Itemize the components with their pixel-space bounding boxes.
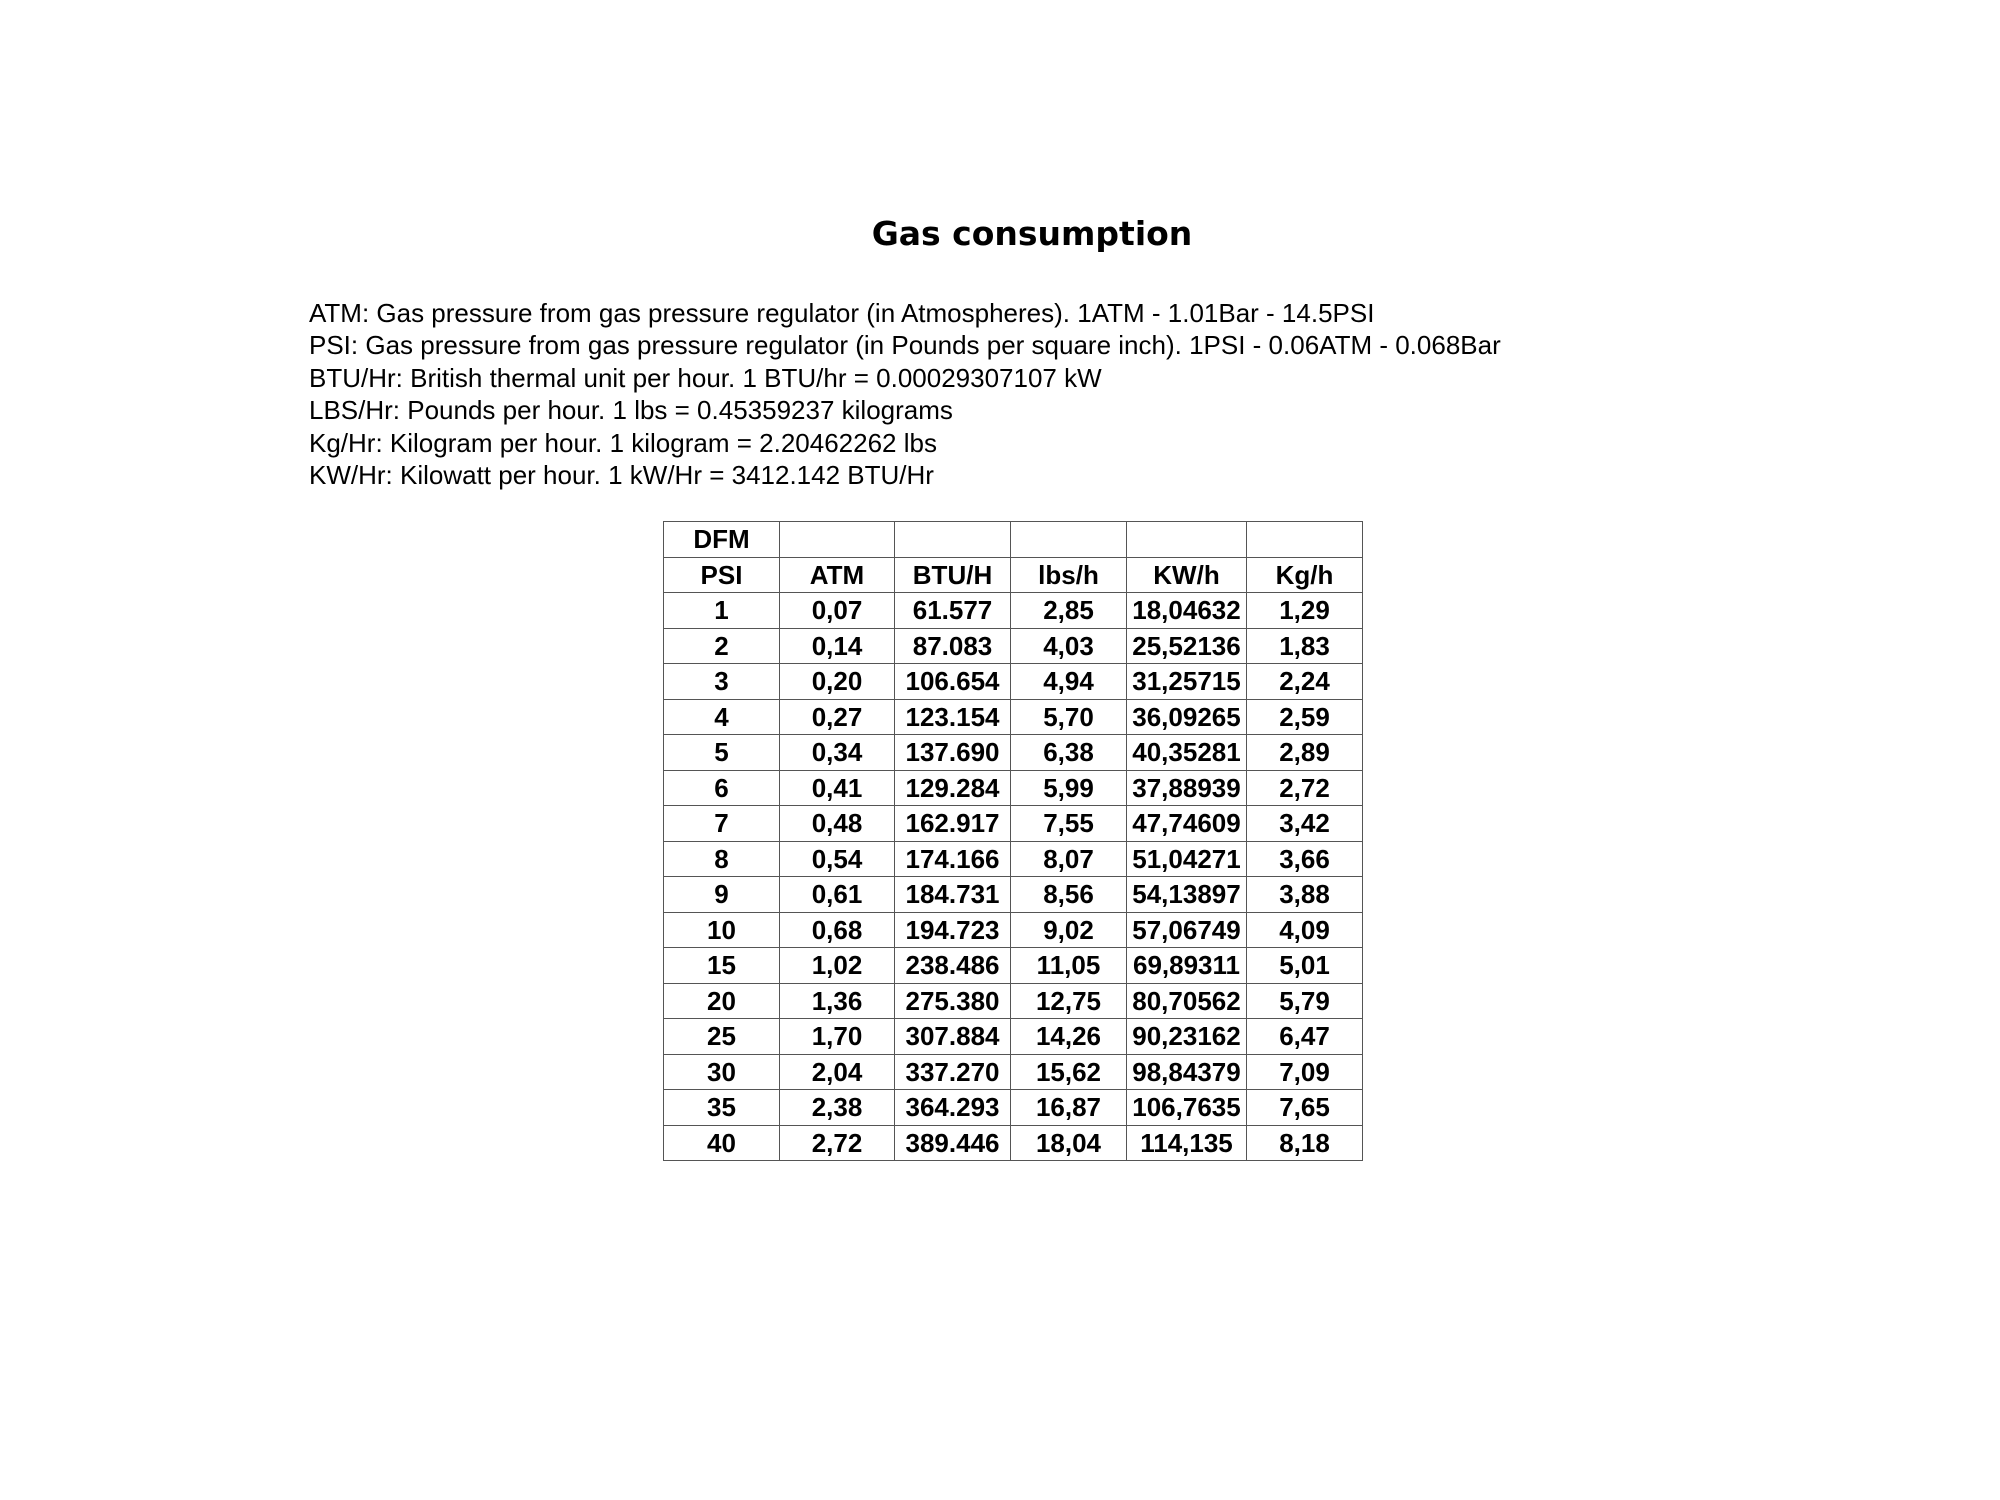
table-row: [664, 806, 1363, 842]
cell-btu: 123.154: [895, 699, 1011, 735]
cell-kg: 1,29: [1247, 593, 1363, 629]
cell-psi: 2: [664, 628, 780, 664]
cell-kw: 18,04632: [1127, 593, 1247, 629]
cell-lbs: 12,75: [1011, 983, 1127, 1019]
cell-atm: 0,61: [780, 877, 895, 913]
cell-btu: 129.284: [895, 770, 1011, 806]
cell-lbs: 8,07: [1011, 841, 1127, 877]
cell-btu: 61.577: [895, 593, 1011, 629]
cell-btu: 184.731: [895, 877, 1011, 913]
cell-lbs: 4,94: [1011, 664, 1127, 700]
cell-lbs: 5,99: [1011, 770, 1127, 806]
table-row: [664, 1054, 1363, 1090]
table-row: [664, 699, 1363, 735]
cell-kw: 54,13897: [1127, 877, 1247, 913]
cell-atm: 0,07: [780, 593, 895, 629]
cell-kw: 25,52136: [1127, 628, 1247, 664]
cell-atm: 0,20: [780, 664, 895, 700]
cell-psi: 30: [664, 1054, 780, 1090]
cell-kw: 69,89311: [1127, 948, 1247, 984]
table-row: [664, 593, 1363, 629]
cell-psi: 9: [664, 877, 780, 913]
cell-atm: 2,38: [780, 1090, 895, 1126]
cell-btu: 238.486: [895, 948, 1011, 984]
cell-psi: 4: [664, 699, 780, 735]
cell-lbs: 18,04: [1011, 1125, 1127, 1161]
table-row: [664, 664, 1363, 700]
cell-kg: 2,24: [1247, 664, 1363, 700]
cell-btu: 162.917: [895, 806, 1011, 842]
cell-kw: 114,135: [1127, 1125, 1247, 1161]
cell-psi: 35: [664, 1090, 780, 1126]
cell-lbs: 8,56: [1011, 877, 1127, 913]
table-row: [664, 983, 1363, 1019]
column-header-kg: Kg/h: [1247, 557, 1363, 593]
cell-atm: 0,54: [780, 841, 895, 877]
column-header-btu: BTU/H: [895, 557, 1011, 593]
cell-psi: 20: [664, 983, 780, 1019]
cell-lbs: 11,05: [1011, 948, 1127, 984]
table-row: [664, 1125, 1363, 1161]
group-header-row: [664, 522, 1363, 558]
column-header-row: [664, 557, 1363, 593]
cell-kg: 5,79: [1247, 983, 1363, 1019]
cell-atm: 0,27: [780, 699, 895, 735]
empty-header-cell: [780, 522, 895, 558]
cell-kg: 6,47: [1247, 1019, 1363, 1055]
table-row: [664, 912, 1363, 948]
cell-kw: 98,84379: [1127, 1054, 1247, 1090]
cell-btu: 389.446: [895, 1125, 1011, 1161]
cell-lbs: 4,03: [1011, 628, 1127, 664]
cell-lbs: 2,85: [1011, 593, 1127, 629]
definition-kg: Kg/Hr: Kilogram per hour. 1 kilogram = 2.20462262 lbs: [309, 427, 937, 458]
cell-psi: 6: [664, 770, 780, 806]
cell-atm: 2,04: [780, 1054, 895, 1090]
cell-psi: 7: [664, 806, 780, 842]
page-title: Gas consumption: [871, 214, 1193, 253]
cell-psi: 3: [664, 664, 780, 700]
cell-kg: 2,89: [1247, 735, 1363, 771]
definition-atm: ATM: Gas pressure from gas pressure regulator (in Atmospheres). 1ATM - 1.01Bar - 14.5PSI: [309, 298, 1375, 328]
table-row: [664, 948, 1363, 984]
cell-kw: 80,70562: [1127, 983, 1247, 1019]
cell-kg: 3,42: [1247, 806, 1363, 842]
definition-psi: PSI: Gas pressure from gas pressure regulator (in Pounds per square inch). 1PSI - 0.06ATM - 0.068Bar: [309, 330, 1501, 361]
cell-btu: 194.723: [895, 912, 1011, 948]
cell-atm: 0,14: [780, 628, 895, 664]
cell-psi: 8: [664, 841, 780, 877]
table-row: [664, 841, 1363, 877]
table-row: [664, 1019, 1363, 1055]
table-row: [664, 628, 1363, 664]
cell-btu: 337.270: [895, 1054, 1011, 1090]
cell-kw: 57,06749: [1127, 912, 1247, 948]
cell-btu: 137.690: [895, 735, 1011, 771]
cell-kw: 40,35281: [1127, 735, 1247, 771]
cell-kg: 3,88: [1247, 877, 1363, 913]
cell-atm: 0,48: [780, 806, 895, 842]
cell-btu: 106.654: [895, 664, 1011, 700]
cell-lbs: 9,02: [1011, 912, 1127, 948]
cell-kg: 8,18: [1247, 1125, 1363, 1161]
cell-atm: 0,68: [780, 912, 895, 948]
table-row: [664, 877, 1363, 913]
definition-btu: BTU/Hr: British thermal unit per hour. 1 BTU/hr = 0.00029307107 kW: [309, 362, 1102, 393]
cell-atm: 2,72: [780, 1125, 895, 1161]
cell-btu: 275.380: [895, 983, 1011, 1019]
unit-definitions: [309, 297, 1501, 491]
cell-kg: 5,01: [1247, 948, 1363, 984]
empty-header-cell: [1011, 522, 1127, 558]
empty-header-cell: [1247, 522, 1363, 558]
cell-kg: 7,09: [1247, 1054, 1363, 1090]
empty-header-cell: [1127, 522, 1247, 558]
cell-kw: 106,7635: [1127, 1090, 1247, 1126]
column-header-psi: PSI: [664, 557, 780, 593]
cell-lbs: 16,87: [1011, 1090, 1127, 1126]
cell-kg: 2,72: [1247, 770, 1363, 806]
cell-psi: 1: [664, 593, 780, 629]
cell-atm: 1,70: [780, 1019, 895, 1055]
cell-psi: 15: [664, 948, 780, 984]
cell-kw: 51,04271: [1127, 841, 1247, 877]
cell-kg: 4,09: [1247, 912, 1363, 948]
cell-kw: 47,74609: [1127, 806, 1247, 842]
cell-kw: 37,88939: [1127, 770, 1247, 806]
table-row: [664, 735, 1363, 771]
table-row: [664, 770, 1363, 806]
cell-kw: 36,09265: [1127, 699, 1247, 735]
cell-kg: 1,83: [1247, 628, 1363, 664]
cell-psi: 10: [664, 912, 780, 948]
cell-lbs: 7,55: [1011, 806, 1127, 842]
cell-psi: 5: [664, 735, 780, 771]
cell-psi: 25: [664, 1019, 780, 1055]
column-header-atm: ATM: [780, 557, 895, 593]
cell-kg: 7,65: [1247, 1090, 1363, 1126]
gas-consumption-table: [663, 521, 1363, 1161]
cell-kg: 3,66: [1247, 841, 1363, 877]
cell-atm: 1,02: [780, 948, 895, 984]
cell-kw: 31,25715: [1127, 664, 1247, 700]
cell-atm: 0,41: [780, 770, 895, 806]
cell-kg: 2,59: [1247, 699, 1363, 735]
group-header-cell: DFM: [664, 522, 780, 558]
cell-btu: 87.083: [895, 628, 1011, 664]
cell-btu: 174.166: [895, 841, 1011, 877]
cell-kw: 90,23162: [1127, 1019, 1247, 1055]
column-header-lbs: lbs/h: [1011, 557, 1127, 593]
cell-psi: 40: [664, 1125, 780, 1161]
cell-atm: 1,36: [780, 983, 895, 1019]
cell-btu: 364.293: [895, 1090, 1011, 1126]
cell-lbs: 15,62: [1011, 1054, 1127, 1090]
definition-kw: KW/Hr: Kilowatt per hour. 1 kW/Hr = 3412.142 BTU/Hr: [309, 459, 934, 490]
column-header-kw: KW/h: [1127, 557, 1247, 593]
empty-header-cell: [895, 522, 1011, 558]
cell-lbs: 6,38: [1011, 735, 1127, 771]
cell-lbs: 5,70: [1011, 699, 1127, 735]
table-row: [664, 1090, 1363, 1126]
cell-atm: 0,34: [780, 735, 895, 771]
definition-lbs: LBS/Hr: Pounds per hour. 1 lbs = 0.45359237 kilograms: [309, 395, 953, 426]
cell-btu: 307.884: [895, 1019, 1011, 1055]
cell-lbs: 14,26: [1011, 1019, 1127, 1055]
